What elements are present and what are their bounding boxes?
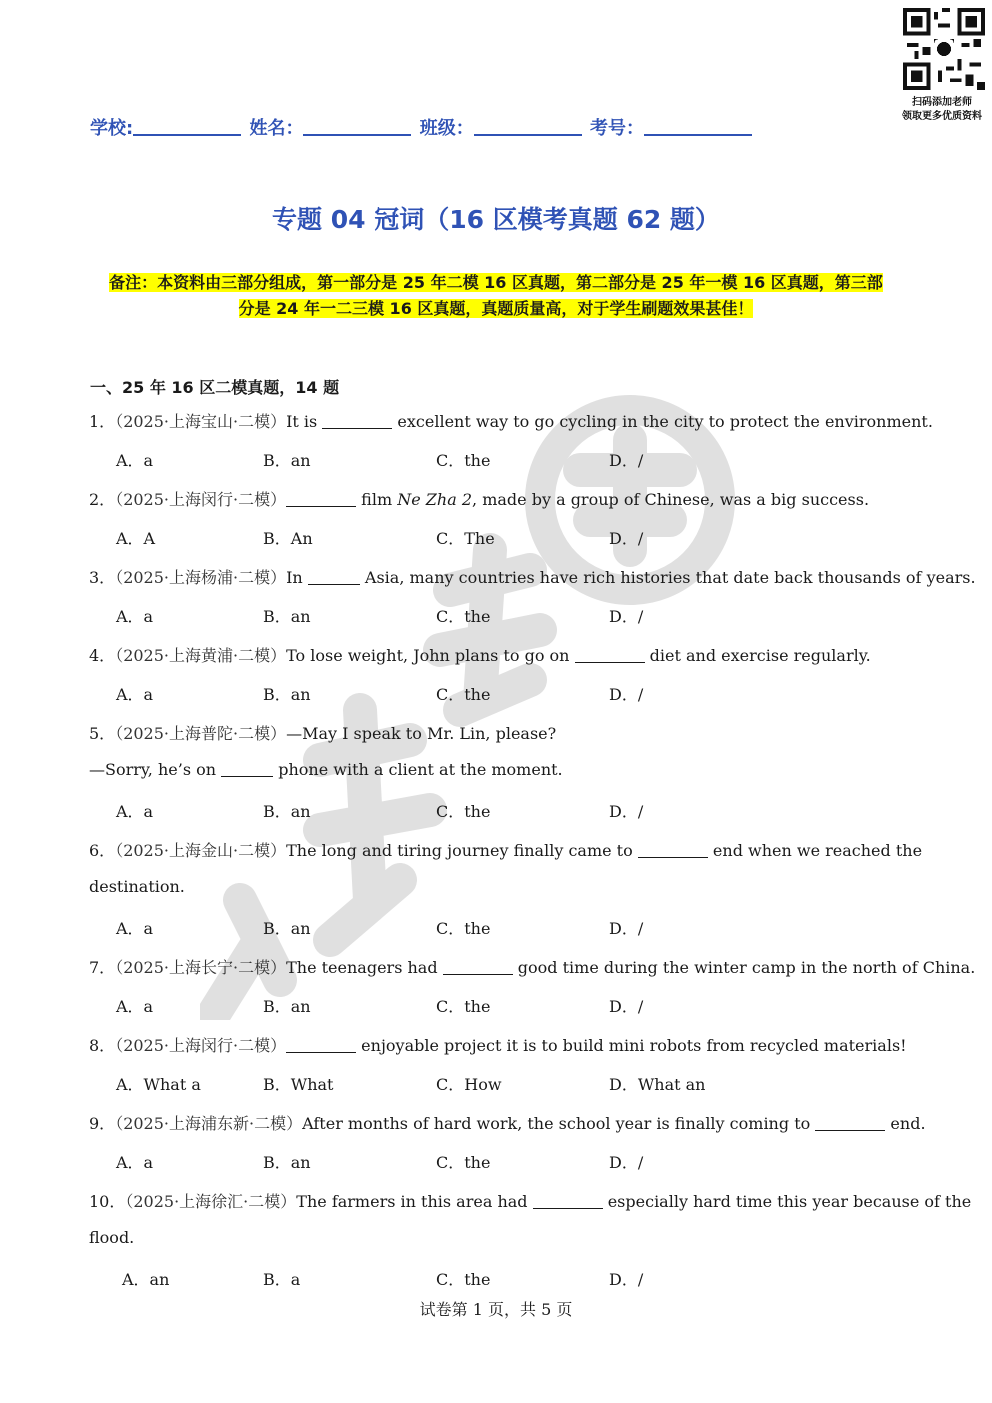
class-field[interactable]	[474, 116, 582, 136]
note-block	[90, 270, 902, 322]
question-source: （2025·上海宝山·二模）	[115, 412, 287, 431]
answer-blank[interactable]	[638, 841, 708, 858]
question-text-after: Asia, many countries have rich histories that date back thousands of years.	[359, 568, 976, 587]
option-b[interactable]: B．What	[263, 1075, 334, 1094]
question-text-after-2: , made by a group of Chinese, was a big success.	[472, 490, 870, 509]
option-a[interactable]: A．a	[116, 1153, 154, 1172]
question-stem	[89, 1111, 926, 1134]
option-d[interactable]: D．/	[609, 685, 644, 704]
answer-blank[interactable]	[533, 1192, 603, 1209]
option-b[interactable]: B．an	[263, 997, 311, 1016]
option-c[interactable]: C．the	[436, 1270, 491, 1289]
answer-blank[interactable]	[221, 760, 273, 777]
option-d[interactable]: D．/	[609, 802, 644, 821]
option-a[interactable]: A．a	[116, 607, 154, 626]
answer-blank[interactable]	[286, 1036, 356, 1053]
answer-blank[interactable]	[575, 646, 645, 663]
option-b[interactable]: B．An	[263, 529, 313, 548]
note-line-1: 备注：本资料由三部分组成，第一部分是 25 年二模 16 区真题，第二部分是 25 年一模 16 区真题，第三部	[109, 273, 883, 292]
question-source: （2025·上海黄浦·二模）	[115, 646, 287, 665]
option-b[interactable]: B．an	[263, 607, 311, 626]
question-number: 2．	[89, 490, 116, 509]
question-text-after: especially hard time this year because of the	[602, 1192, 972, 1211]
option-d[interactable]: D．/	[609, 529, 644, 548]
question-number: 3．	[89, 568, 116, 587]
option-d[interactable]: D．/	[609, 1153, 644, 1172]
qr-caption-line2: 领取更多优质资料	[902, 111, 982, 122]
question-stem-line2	[89, 877, 185, 896]
option-a[interactable]: A．a	[116, 451, 154, 470]
question-stem	[89, 838, 922, 861]
option-d[interactable]: D．/	[609, 919, 644, 938]
option-b[interactable]: B．an	[263, 451, 311, 470]
question-line2-before: destination.	[89, 877, 185, 896]
option-d[interactable]: D．/	[609, 997, 644, 1016]
question-line2-after: phone with a client at the moment.	[273, 760, 563, 779]
option-d[interactable]: D．/	[609, 1270, 644, 1289]
student-info-row	[90, 114, 754, 140]
option-c[interactable]: C．The	[436, 529, 495, 548]
number-label: 考号：	[590, 118, 645, 139]
option-d[interactable]: D．What an	[609, 1075, 706, 1094]
question-text-before: The teenagers had	[286, 958, 443, 977]
question-stem	[89, 409, 933, 432]
question-source: （2025·上海杨浦·二模）	[115, 568, 287, 587]
question-source: （2025·上海普陀·二模）	[115, 724, 287, 743]
option-c[interactable]: C．the	[436, 1153, 491, 1172]
option-a[interactable]: A．an	[122, 1270, 170, 1289]
answer-blank[interactable]	[286, 490, 356, 507]
option-c[interactable]: C．the	[436, 997, 491, 1016]
question-stem	[89, 565, 976, 588]
question-text-after: end when we reached the	[707, 841, 923, 860]
question-number: 5．	[89, 724, 116, 743]
option-c[interactable]: C．the	[436, 802, 491, 821]
question-number: 10．	[89, 1192, 126, 1211]
page-title: 专题 04 冠词（16 区模考真题 62 题）	[272, 205, 720, 234]
option-a[interactable]: A．a	[116, 997, 154, 1016]
option-b[interactable]: B．a	[263, 1270, 301, 1289]
question-stem-line2	[89, 1228, 134, 1247]
option-b[interactable]: B．an	[263, 802, 311, 821]
question-stem	[89, 1189, 971, 1212]
answer-blank[interactable]	[322, 412, 392, 429]
question-number: 8．	[89, 1036, 116, 1055]
question-stem	[89, 955, 975, 978]
question-text-before: In	[286, 568, 308, 587]
option-a[interactable]: A．A	[116, 529, 156, 548]
question-source: （2025·上海闵行·二模）	[115, 490, 287, 509]
option-a[interactable]: A．What a	[116, 1075, 201, 1094]
question-source: （2025·上海徐汇·二模）	[125, 1192, 297, 1211]
question-stem	[89, 721, 556, 744]
question-number: 6．	[89, 841, 116, 860]
question-text-before: To lose weight, John plans to go on	[286, 646, 575, 665]
question-stem	[89, 487, 869, 510]
note-line-2: 分是 24 年一二三模 16 区真题，真题质量高，对于学生刷题效果甚佳！	[238, 299, 754, 318]
question-number: 7．	[89, 958, 116, 977]
qr-caption-line1: 扫码添加老师	[912, 97, 972, 108]
option-d[interactable]: D．/	[609, 607, 644, 626]
qr-caption	[893, 96, 991, 124]
question-text-after: good time during the winter camp in the north of China.	[512, 958, 976, 977]
option-b[interactable]: B．an	[263, 919, 311, 938]
answer-blank[interactable]	[443, 958, 513, 975]
option-c[interactable]: C．the	[436, 919, 491, 938]
question-text-before: After months of hard work, the school year is finally coming to	[302, 1114, 816, 1133]
name-field[interactable]	[303, 116, 411, 136]
question-line2-before: flood.	[89, 1228, 135, 1247]
question-text-after: film	[356, 490, 398, 509]
option-a[interactable]: A．a	[116, 802, 154, 821]
option-b[interactable]: B．an	[263, 685, 311, 704]
question-text-after: diet and exercise regularly.	[644, 646, 871, 665]
option-c[interactable]: C．the	[436, 451, 491, 470]
option-c[interactable]: C．How	[436, 1075, 502, 1094]
school-field[interactable]	[133, 116, 241, 136]
question-text-after: end.	[885, 1114, 926, 1133]
answer-blank[interactable]	[815, 1114, 885, 1131]
number-field[interactable]	[644, 116, 752, 136]
question-text-before: The farmers in this area had	[296, 1192, 533, 1211]
question-italic-title: Ne Zha 2	[397, 490, 473, 509]
answer-blank[interactable]	[308, 568, 360, 585]
class-label: 班级：	[419, 118, 474, 139]
question-number: 1．	[89, 412, 116, 431]
option-d[interactable]: D．/	[609, 451, 644, 470]
question-source: （2025·上海金山·二模）	[115, 841, 287, 860]
school-label: 学校:	[90, 118, 134, 139]
question-text-before: It is	[286, 412, 323, 431]
question-stem	[89, 1033, 907, 1056]
question-source: （2025·上海闵行·二模）	[115, 1036, 287, 1055]
question-source: （2025·上海浦东新·二模）	[115, 1114, 303, 1133]
question-text-after: excellent way to go cycling in the city to protect the environment.	[392, 412, 933, 431]
name-label: 姓名：	[249, 118, 304, 139]
question-stem-line2	[89, 760, 563, 779]
option-a[interactable]: A．a	[116, 919, 154, 938]
question-number: 9．	[89, 1114, 116, 1133]
question-source: （2025·上海长宁·二模）	[115, 958, 287, 977]
option-c[interactable]: C．the	[436, 607, 491, 626]
question-stem	[89, 643, 871, 666]
question-text-after: enjoyable project it is to build mini robots from recycled materials!	[356, 1036, 907, 1055]
option-c[interactable]: C．the	[436, 685, 491, 704]
question-text-before: The long and tiring journey finally came to	[286, 841, 638, 860]
section-title: 一、25 年 16 区二模真题，14 题	[90, 378, 340, 397]
option-b[interactable]: B．an	[263, 1153, 311, 1172]
qr-code-image	[903, 8, 985, 90]
question-number: 4．	[89, 646, 116, 665]
question-line2-before: —Sorry, he’s on	[89, 760, 222, 779]
page-footer: 试卷第 1 页，共 5 页	[419, 1300, 573, 1319]
question-text-before: —May I speak to Mr. Lin, please?	[286, 724, 557, 743]
option-a[interactable]: A．a	[116, 685, 154, 704]
